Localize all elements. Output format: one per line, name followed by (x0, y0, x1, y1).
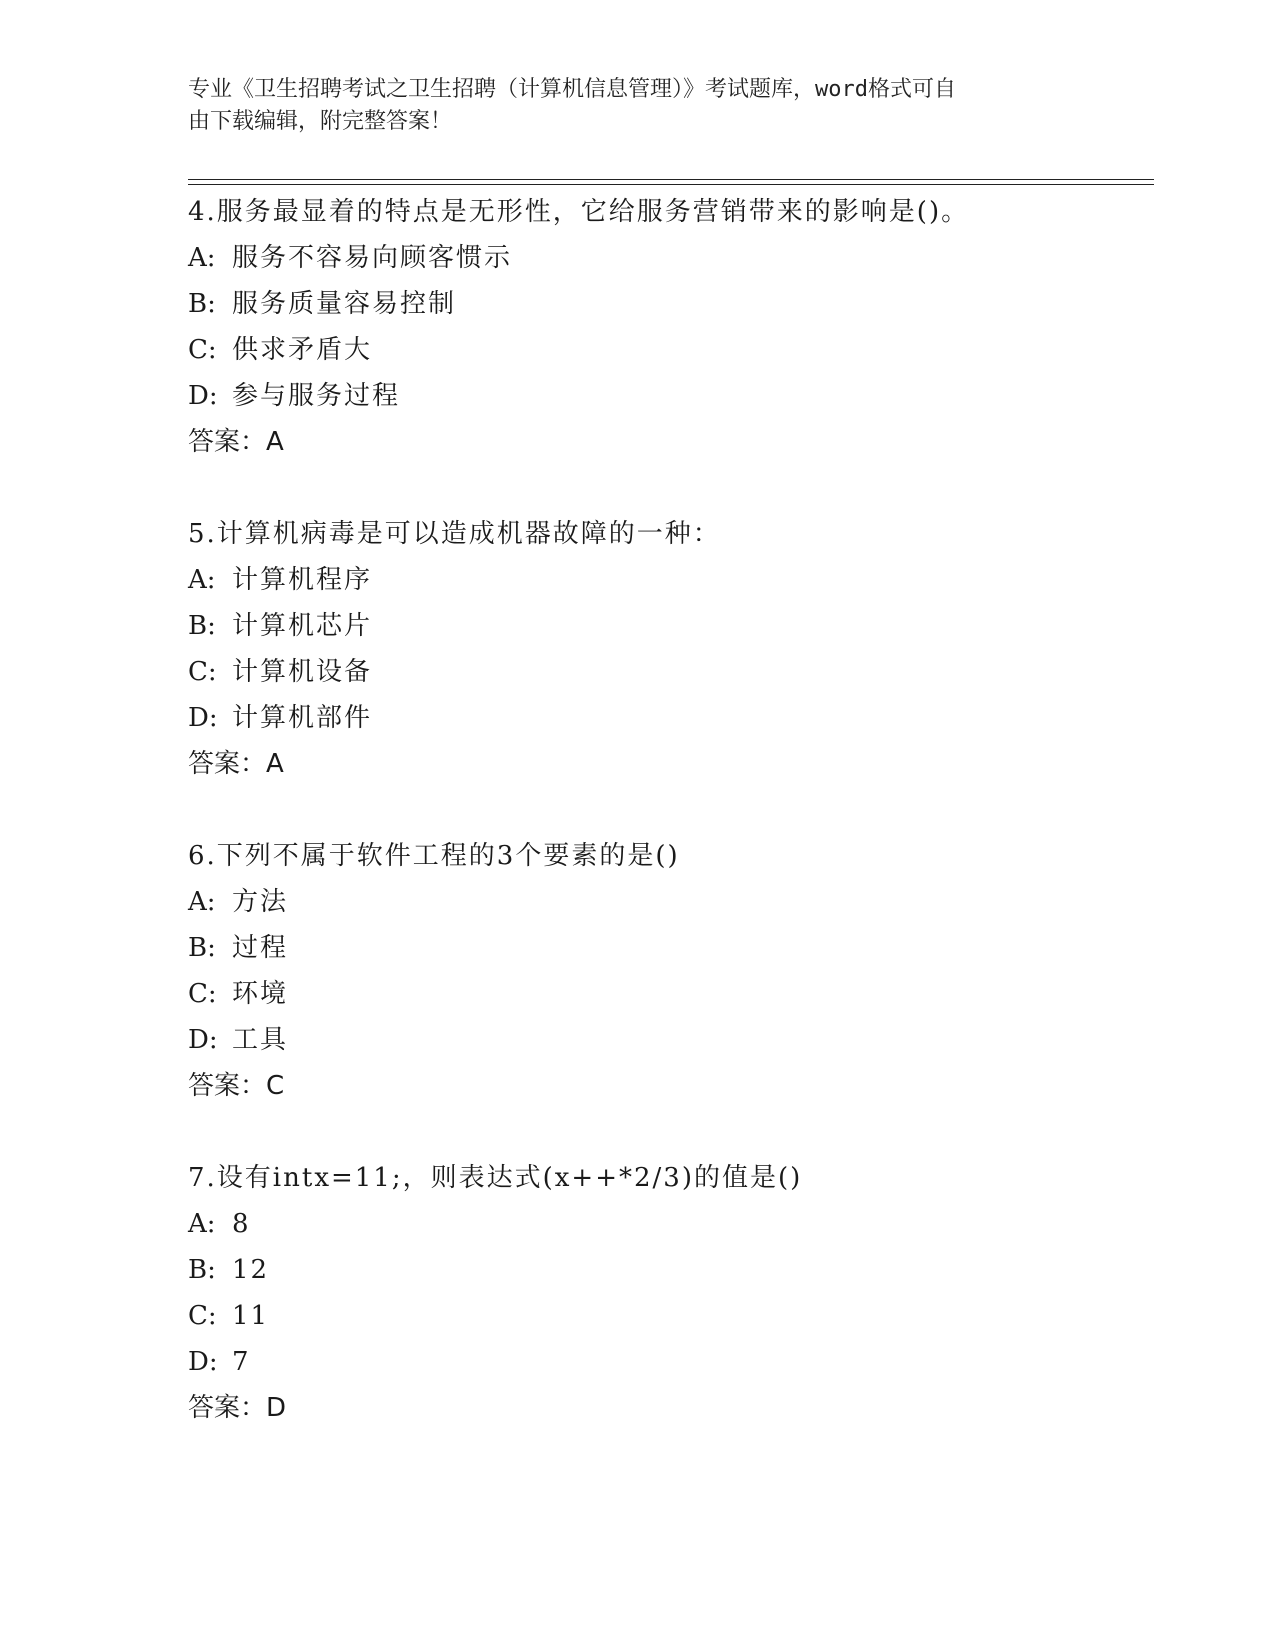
option-c (188, 971, 1154, 1017)
header-divider-bottom (188, 184, 1154, 185)
option-c (188, 649, 1154, 695)
question-block (188, 1155, 1154, 1431)
answer-line: 答案：A (188, 427, 284, 457)
question-block (188, 511, 1154, 787)
option-c (188, 327, 1154, 373)
question-list (188, 189, 1154, 1477)
option-a (188, 235, 1154, 281)
option-text: 参与服务过程 (232, 381, 401, 411)
option-text: 过程 (232, 933, 289, 963)
question-stem: 6.下列不属于软件工程的3个要素的是() (188, 841, 680, 871)
option-text: 环境 (232, 979, 289, 1009)
option-label: B: (188, 289, 216, 319)
option-label: A: (188, 243, 216, 273)
option-label: D: (188, 1025, 218, 1055)
option-label: B: (188, 1255, 216, 1285)
header-line-1: 专业《卫生招聘考试之卫生招聘（计算机信息管理）》考试题库，word格式可自 (188, 77, 956, 102)
option-text: 11 (232, 1301, 270, 1331)
document-header (188, 74, 1088, 138)
option-label: C: (188, 657, 217, 687)
option-label: C: (188, 1301, 217, 1331)
option-label: D: (188, 381, 218, 411)
option-text: 12 (232, 1255, 270, 1285)
option-label: A: (188, 887, 216, 917)
option-a (188, 1201, 1154, 1247)
option-d (188, 695, 1154, 741)
option-text: 计算机芯片 (232, 611, 373, 641)
answer-line: 答案：D (188, 1393, 287, 1423)
question-block (188, 189, 1154, 465)
option-d (188, 373, 1154, 419)
option-label: A: (188, 1209, 216, 1239)
option-label: C: (188, 335, 217, 365)
option-label: C: (188, 979, 217, 1009)
option-b (188, 603, 1154, 649)
option-text: 计算机程序 (232, 565, 373, 595)
option-label: D: (188, 1347, 218, 1377)
question-stem: 5.计算机病毒是可以造成机器故障的一种： (188, 519, 721, 549)
option-label: A: (188, 565, 216, 595)
option-text: 8 (232, 1209, 251, 1239)
option-text: 服务不容易向顾客惯示 (232, 243, 513, 273)
option-a (188, 879, 1154, 925)
option-text: 7 (232, 1347, 251, 1377)
answer-line: 答案：C (188, 1071, 285, 1101)
header-divider-top (188, 179, 1154, 180)
answer-line: 答案：A (188, 749, 284, 779)
option-a (188, 557, 1154, 603)
option-text: 方法 (232, 887, 289, 917)
option-d (188, 1017, 1154, 1063)
option-text: 工具 (232, 1025, 289, 1055)
option-label: D: (188, 703, 218, 733)
option-b (188, 281, 1154, 327)
question-block (188, 833, 1154, 1109)
option-c (188, 1293, 1154, 1339)
option-text: 计算机部件 (232, 703, 373, 733)
option-d (188, 1339, 1154, 1385)
question-stem: 7.设有intx=11;，则表达式(x++*2/3)的值是() (188, 1163, 803, 1193)
option-b (188, 925, 1154, 971)
option-label: B: (188, 933, 216, 963)
header-line-2: 由下载编辑，附完整答案！ (188, 109, 453, 134)
question-stem: 4.服务最显着的特点是无形性，它给服务营销带来的影响是()。 (188, 197, 970, 227)
option-text: 计算机设备 (232, 657, 373, 687)
option-text: 供求矛盾大 (232, 335, 373, 365)
option-text: 服务质量容易控制 (232, 289, 457, 319)
option-b (188, 1247, 1154, 1293)
option-label: B: (188, 611, 216, 641)
